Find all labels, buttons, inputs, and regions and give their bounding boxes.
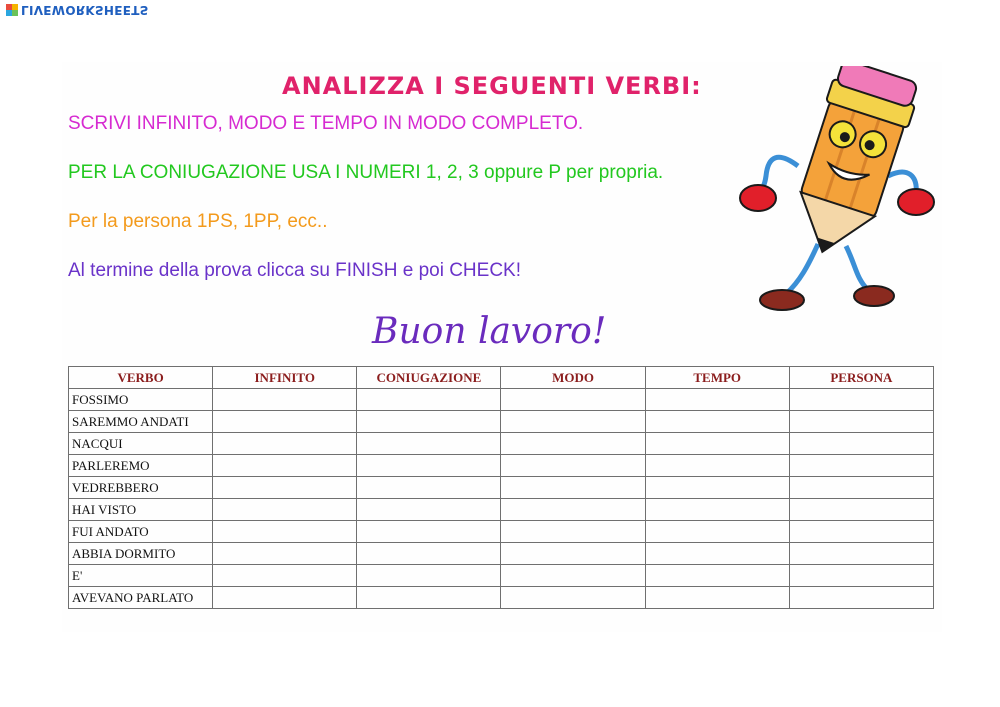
tempo-answer-field[interactable]: [645, 477, 789, 499]
infinito-answer-field[interactable]: [213, 477, 357, 499]
infinito-answer-field[interactable]: [213, 565, 357, 587]
table-row: [69, 477, 934, 499]
modo-answer-field[interactable]: [501, 389, 645, 411]
persona-answer-field[interactable]: [789, 499, 933, 521]
tempo-answer-field[interactable]: [645, 389, 789, 411]
tempo-answer-field[interactable]: [645, 411, 789, 433]
modo-answer-field[interactable]: [501, 411, 645, 433]
verb-cell: ABBIA DORMITO: [69, 543, 213, 565]
modo-answer-field[interactable]: [501, 521, 645, 543]
verb-cell: SAREMMO ANDATI: [69, 411, 213, 433]
column-header: VERBO: [69, 367, 213, 389]
modo-answer-field[interactable]: [501, 543, 645, 565]
verb-cell: VEDREBBERO: [69, 477, 213, 499]
modo-answer-field[interactable]: [501, 499, 645, 521]
persona-answer-field[interactable]: [789, 565, 933, 587]
verb-cell: NACQUI: [69, 433, 213, 455]
brand-name: LIVEWORKSHEETS: [21, 3, 149, 17]
persona-answer-field[interactable]: [789, 587, 933, 609]
coniugazione-answer-field[interactable]: [357, 499, 501, 521]
column-header: CONIUGAZIONE: [357, 367, 501, 389]
coniugazione-answer-field[interactable]: [357, 477, 501, 499]
page-title: ANALIZZA I SEGUENTI VERBI:: [282, 72, 702, 100]
table-row: [69, 433, 934, 455]
table-row: [69, 521, 934, 543]
table-row: [69, 543, 934, 565]
infinito-answer-field[interactable]: [213, 433, 357, 455]
coniugazione-answer-field[interactable]: [357, 389, 501, 411]
table-row: [69, 411, 934, 433]
table-row: [69, 499, 934, 521]
column-header: PERSONA: [789, 367, 933, 389]
tempo-answer-field[interactable]: [645, 455, 789, 477]
modo-answer-field[interactable]: [501, 455, 645, 477]
table-header-row: [69, 367, 934, 389]
verb-cell: FUI ANDATO: [69, 521, 213, 543]
column-header: MODO: [501, 367, 645, 389]
table-row: [69, 565, 934, 587]
table-row: [69, 389, 934, 411]
infinito-answer-field[interactable]: [213, 521, 357, 543]
persona-answer-field[interactable]: [789, 521, 933, 543]
table-row: [69, 455, 934, 477]
infinito-answer-field[interactable]: [213, 411, 357, 433]
verb-cell: FOSSIMO: [69, 389, 213, 411]
modo-answer-field[interactable]: [501, 565, 645, 587]
column-header: INFINITO: [213, 367, 357, 389]
modo-answer-field[interactable]: [501, 477, 645, 499]
tempo-answer-field[interactable]: [645, 499, 789, 521]
coniugazione-answer-field[interactable]: [357, 543, 501, 565]
verb-cell: E': [69, 565, 213, 587]
coniugazione-answer-field[interactable]: [357, 521, 501, 543]
verb-cell: PARLEREMO: [69, 455, 213, 477]
persona-answer-field[interactable]: [789, 389, 933, 411]
instruction-line: PER LA CONIUGAZIONE USA I NUMERI 1, 2, 3 oppure P per propria.: [68, 162, 664, 183]
logo-square: [12, 10, 18, 16]
tempo-answer-field[interactable]: [645, 587, 789, 609]
verb-cell: HAI VISTO: [69, 499, 213, 521]
table-row: [69, 587, 934, 609]
persona-answer-field[interactable]: [789, 543, 933, 565]
coniugazione-answer-field[interactable]: [357, 565, 501, 587]
infinito-answer-field[interactable]: [213, 455, 357, 477]
infinito-answer-field[interactable]: [213, 587, 357, 609]
coniugazione-answer-field[interactable]: [357, 411, 501, 433]
tempo-answer-field[interactable]: [645, 521, 789, 543]
tempo-answer-field[interactable]: [645, 543, 789, 565]
instruction-line: Al termine della prova clicca su FINISH e poi CHECK!: [68, 260, 521, 281]
verb-cell: AVEVANO PARLATO: [69, 587, 213, 609]
brand: [6, 2, 149, 18]
coniugazione-answer-field[interactable]: [357, 455, 501, 477]
instruction-line: Per la persona 1PS, 1PP, ecc..: [68, 211, 328, 232]
pencil-mascot-icon: [738, 66, 948, 328]
infinito-answer-field[interactable]: [213, 389, 357, 411]
column-header: TEMPO: [645, 367, 789, 389]
persona-answer-field[interactable]: [789, 411, 933, 433]
liveworksheets-logo-icon: [6, 4, 18, 16]
persona-answer-field[interactable]: [789, 455, 933, 477]
persona-answer-field[interactable]: [789, 433, 933, 455]
coniugazione-answer-field[interactable]: [357, 433, 501, 455]
coniugazione-answer-field[interactable]: [357, 587, 501, 609]
modo-answer-field[interactable]: [501, 433, 645, 455]
verbs-table: [68, 366, 934, 609]
modo-answer-field[interactable]: [501, 587, 645, 609]
tempo-answer-field[interactable]: [645, 433, 789, 455]
infinito-answer-field[interactable]: [213, 543, 357, 565]
persona-answer-field[interactable]: [789, 477, 933, 499]
infinito-answer-field[interactable]: [213, 499, 357, 521]
tempo-answer-field[interactable]: [645, 565, 789, 587]
instruction-line: SCRIVI INFINITO, MODO E TEMPO IN MODO COMPLETO.: [68, 113, 584, 134]
greeting-text: Buon lavoro!: [372, 311, 607, 352]
